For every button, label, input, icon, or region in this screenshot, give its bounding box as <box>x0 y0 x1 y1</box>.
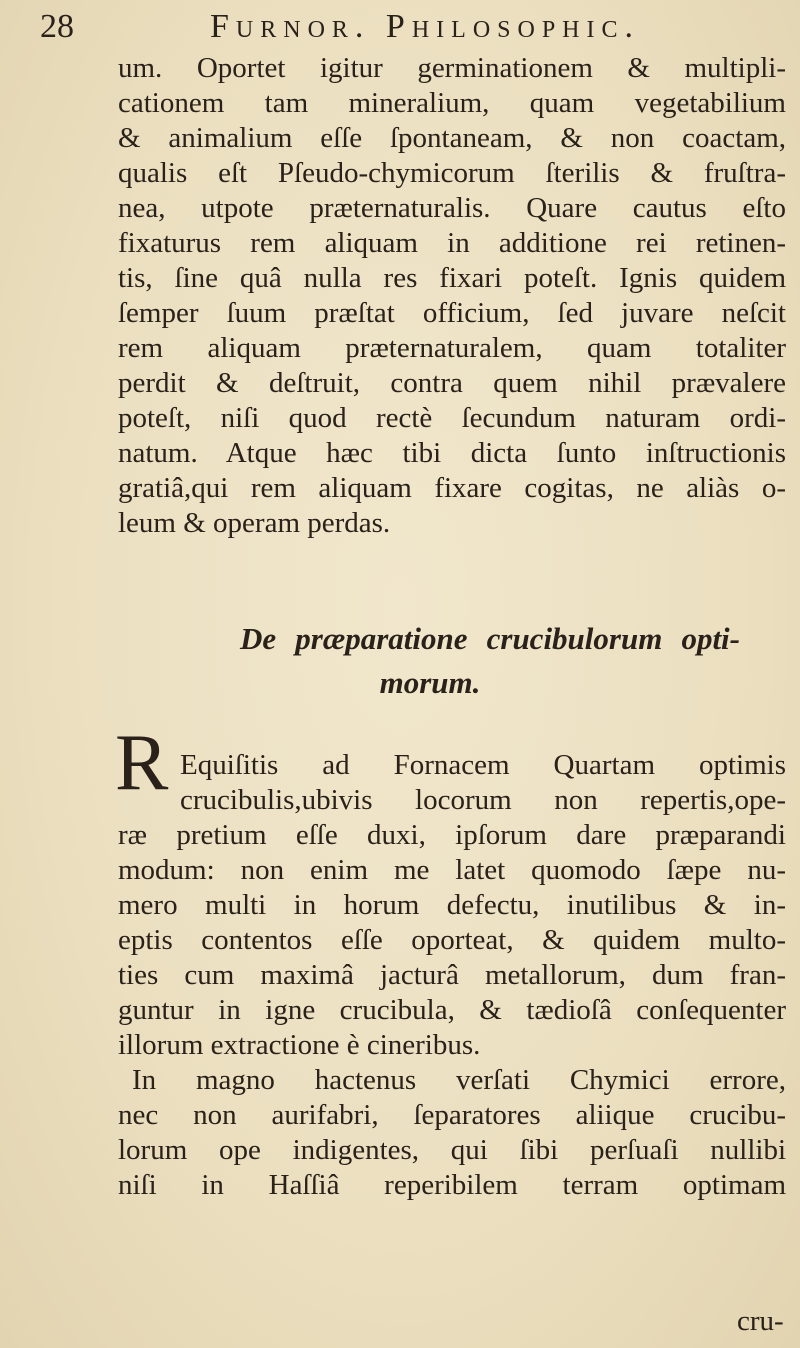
text-line: tis, ſine quâ nulla res fixari poteſt. Ignis quidem <box>118 262 786 294</box>
text-line: fixaturus rem aliquam in additione rei retinen- <box>118 227 786 259</box>
text-line: lorum ope indigentes, qui ſibi perſuaſi nullibi <box>118 1134 786 1166</box>
text-line: leum & operam perdas. <box>118 507 391 539</box>
text-line: illorum extractione è cineribus. <box>118 1029 481 1061</box>
text-line: guntur in igne crucibula, & tædioſâ conſequenter <box>118 994 786 1026</box>
text-line: poteſt, niſi quod rectè ſecundum naturam ordi- <box>118 402 786 434</box>
text-line: rem aliquam præternaturalem, quam totaliter <box>118 332 786 364</box>
text-line: eptis contentos eſſe oporteat, & quidem multo- <box>118 924 786 956</box>
page-number: 28 <box>40 8 74 45</box>
text-line: ſemper ſuum præſtat officium, ſed juvare neſcit <box>118 297 786 329</box>
text-line: cationem tam mineralium, quam vegetabilium <box>118 87 786 119</box>
text-line: ræ pretium eſſe duxi, ipſorum dare præparandi <box>118 819 786 851</box>
catchword: cru- <box>737 1305 784 1337</box>
text-line: Equiſitis ad Fornacem Quartam optimis <box>180 749 786 781</box>
text-line: qualis eſt Pſeudo-chymicorum ſterilis & fruſtra- <box>118 157 786 189</box>
page-header <box>40 6 780 48</box>
paragraph-1 <box>118 51 786 541</box>
paragraph-2 <box>118 748 786 1203</box>
text-line: nea, utpote præternaturalis. Quare cautus eſto <box>118 192 786 224</box>
text-line: & animalium eſſe ſpontaneam, & non coactam, <box>118 122 786 154</box>
text-line: natum. Atque hæc tibi dicta ſunto inſtructionis <box>118 437 786 469</box>
text-line: um. Oportet igitur germinationem & multipli- <box>118 52 786 84</box>
running-title: Furnor. Philosophic. <box>210 8 641 45</box>
text-line: gratiâ,qui rem aliquam fixare cogitas, ne aliàs o- <box>118 472 786 504</box>
text-line: crucibulis,ubivis locorum non repertis,ope- <box>180 784 786 816</box>
text-line: mero multi in horum defectu, inutilibus & in- <box>118 889 786 921</box>
text-line: nec non aurifabri, ſeparatores aliique crucibu- <box>118 1099 786 1131</box>
text-line: ties cum maximâ jacturâ metallorum, dum fran- <box>118 959 786 991</box>
text-line: niſi in Haſſiâ reperibilem terram optimam <box>118 1169 786 1201</box>
text-line: perdit & deſtruit, contra quem nihil prævalere <box>118 367 786 399</box>
section-heading-line-1: De præparatione crucibulorum opti- <box>240 621 740 656</box>
drop-capital: R <box>115 719 169 807</box>
text-line: In magno hactenus verſati Chymici errore, <box>132 1064 786 1096</box>
section-heading-line-2: morum. <box>379 665 481 700</box>
text-line: modum: non enim me latet quomodo ſæpe nu- <box>118 854 786 886</box>
